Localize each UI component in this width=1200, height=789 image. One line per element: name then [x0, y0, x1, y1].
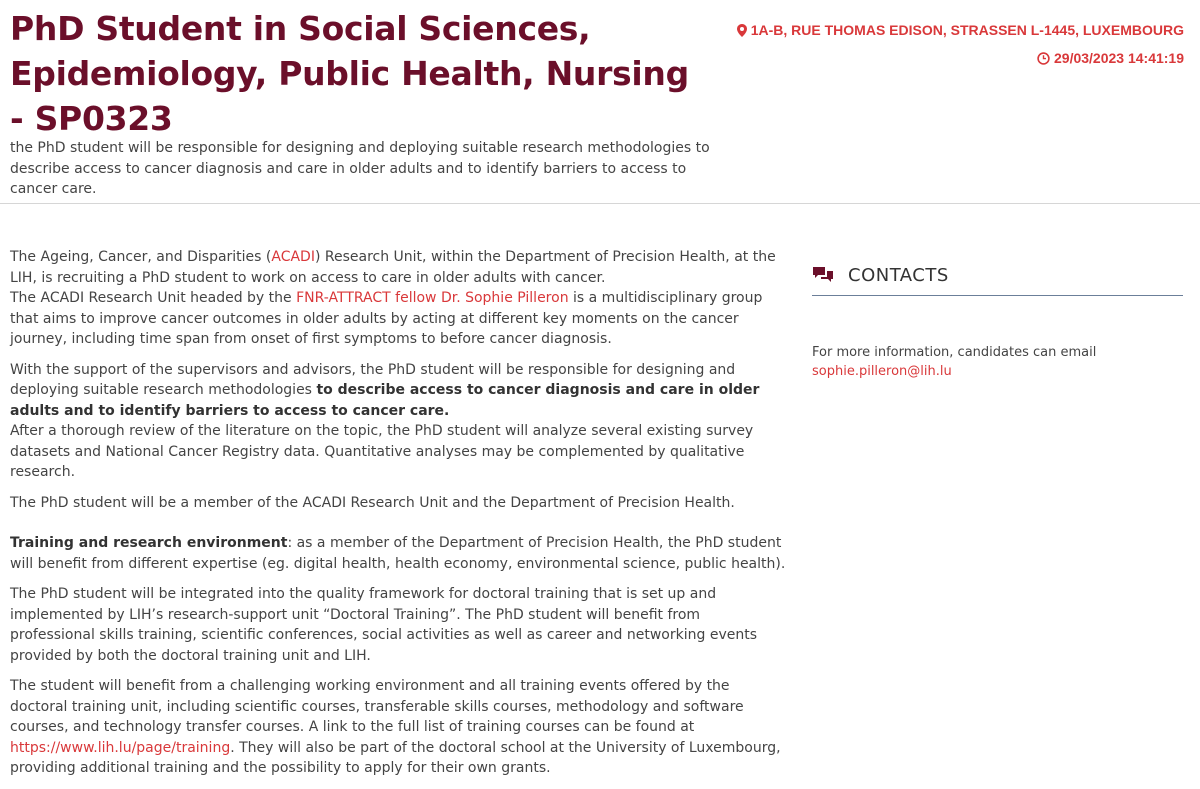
paragraph-training-environment: Training and research environment: as a member of the Department of Precision Health, the PhD student will benefit from different expertise (eg. digital health, health economy, environmental science, public health).: [10, 535, 786, 572]
job-meta: [737, 20, 1184, 76]
posting-date: 29/03/2023 14:41:19: [1054, 50, 1184, 66]
training-courses-link[interactable]: https://www.lih.lu/page/training: [10, 739, 231, 756]
date-row: [737, 48, 1184, 68]
contacts-divider: [812, 295, 1183, 296]
map-pin-icon: [737, 24, 747, 37]
location-row: [737, 20, 1184, 40]
clock-icon: [1037, 52, 1050, 65]
contacts-info: For more information, candidates can email sophie.pilleron@lih.lu: [812, 345, 1097, 379]
paragraph-intro: The Ageing, Cancer, and Disparities (ACADI) Research Unit, within the Department of Precision Health, at the LIH, is recruiting a PhD student to work on access to care in older adults with cancer. The ACADI Research Unit headed by the FNR-ATTRACT fellow Dr. Sophie Pilleron is a multidisciplinary group that aims to improve cancer outcomes in older adults by acting at different key moments on the cancer journey, including time span from onset of first symptoms to before cancer diagnosis.: [10, 249, 776, 347]
chat-bubbles-icon: [812, 266, 834, 284]
pilleron-profile-link[interactable]: FNR-ATTRACT fellow Dr. Sophie Pilleron: [296, 290, 569, 306]
acadi-link[interactable]: ACADI: [271, 249, 315, 265]
paragraph-training-events: The student will benefit from a challenging working environment and all training events offered by the doctoral training unit, including scientific courses, transferable skills courses, methodology and software courses, and technology transfer courses. A link to the full list of training courses can be found at https://www.lih.lu/page/training. They will also be part of the doctoral school at the University of Luxembourg, providing additional training and the possibility to apply for their own grants.: [10, 678, 781, 776]
page-title: PhD Student in Social Sciences, Epidemiology, Public Health, Nursing - SP0323: [10, 9, 689, 138]
job-location: 1A-B, RUE THOMAS EDISON, STRASSEN L-1445, LUXEMBOURG: [750, 22, 1184, 38]
job-summary: the PhD student will be responsible for designing and deploying suitable research methodologies to describe access to cancer diagnosis and care in older adults and to identify barriers to access to cancer care.: [10, 140, 710, 197]
paragraph-doctoral-framework: The PhD student will be integrated into the quality framework for doctoral training that is set up and implemented by LIH’s research-support unit “Doctoral Training”. The PhD student will benefit from professional skills training, scientific conferences, social activities as well as career and networking events provided by both the doctoral training unit and LIH.: [10, 586, 757, 664]
contact-email-link[interactable]: sophie.pilleron@lih.lu: [812, 364, 952, 379]
paragraph-membership: The PhD student will be a member of the ACADI Research Unit and the Department of Precision Health.: [10, 494, 735, 511]
job-description: [10, 247, 786, 789]
header-divider: [0, 203, 1200, 204]
contacts-header: [812, 262, 1183, 288]
paragraph-responsibilities: With the support of the supervisors and advisors, the PhD student will be responsible for designing and deploying suitable research methodologies to describe access to cancer diagnosis and care in older adults and to identify barriers to access to cancer care. After a thorough review of the literature on the topic, the PhD student will analyze several existing survey datasets and National Cancer Registry data. Quantitative analyses may be complemented by qualitative research.: [10, 361, 760, 480]
contacts-title: CONTACTS: [848, 264, 949, 286]
